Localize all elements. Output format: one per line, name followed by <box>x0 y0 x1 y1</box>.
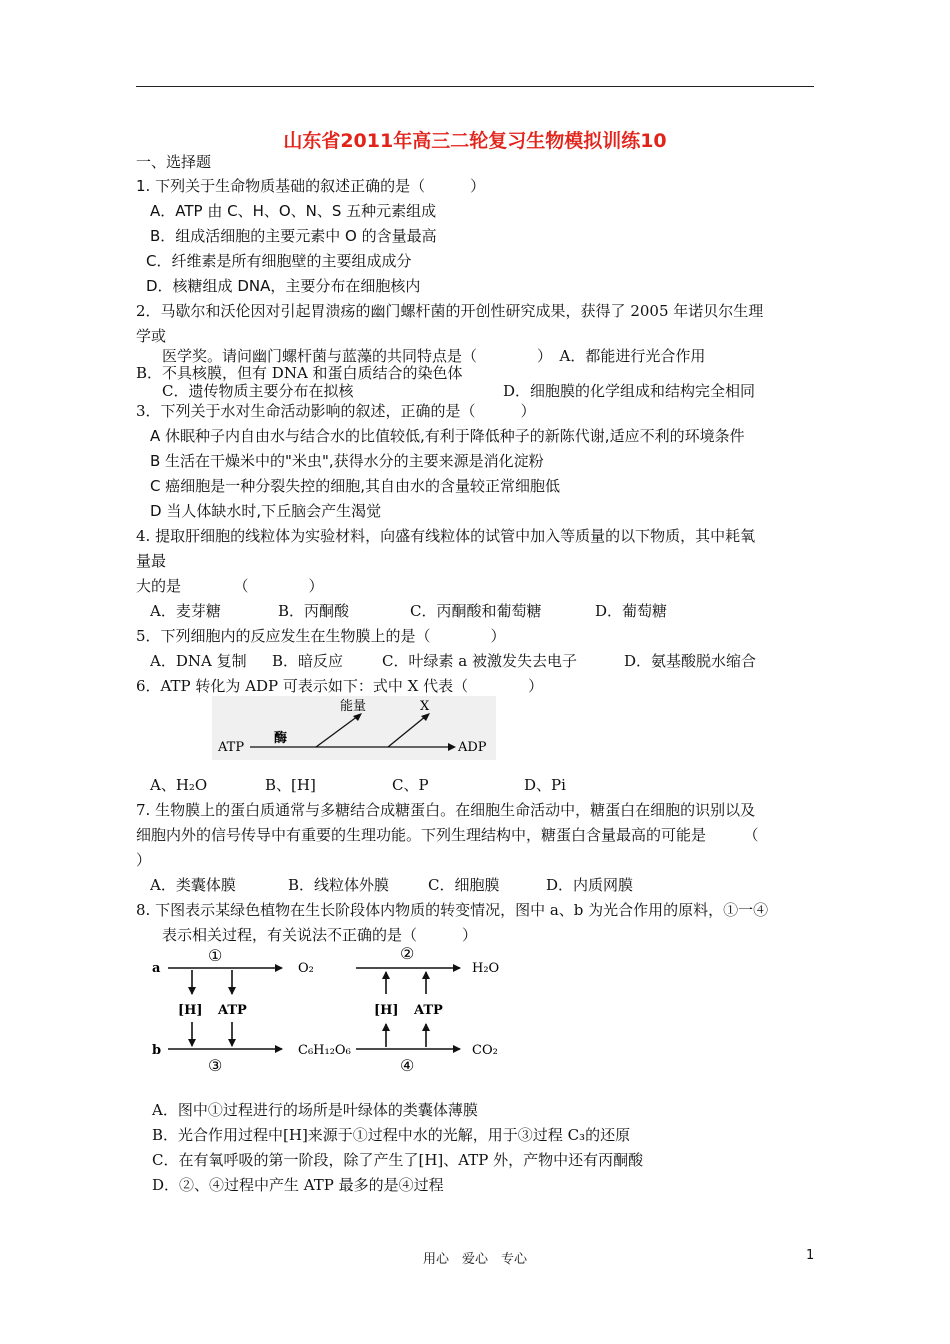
q1-stem: 1. 下列关于生命物质基础的叙述正确的是（ ） <box>136 177 486 195</box>
page-footer: 用心 爱心 专心 <box>422 1252 527 1267</box>
diagram-energy-label: 能量 <box>340 699 367 714</box>
q3-stem: 3．下列关于水对生命活动影响的叙述，正确的是（ ） <box>136 402 536 420</box>
q4-option-d: D．葡萄糖 <box>595 602 668 620</box>
label-co2: CO₂ <box>472 1043 498 1058</box>
q5-stem: 5．下列细胞内的反应发生在生物膜上的是（ ） <box>136 627 506 645</box>
q5-option-b: B．暗反应 <box>272 652 344 670</box>
q1-option-c: C．纤维素是所有细胞壁的主要组成成分 <box>146 252 412 270</box>
q8-option-b: B．光合作用过程中[H]来源于①过程中水的光解，用于③过程 C₃的还原 <box>152 1126 631 1144</box>
q6-option-a: A、H₂O <box>150 776 208 794</box>
label-h-left: [H] <box>178 1003 203 1018</box>
q6-option-c: C、P <box>392 776 429 794</box>
q7-stem-line2: 细胞内外的信号传导中有重要的生理功能。下列生理结构中，糖蛋白含量最高的可能是 （ <box>136 826 759 844</box>
q8-stem-line2: 表示相关过程，有关说法不正确的是（ ） <box>162 926 478 944</box>
q7-option-b: B．线粒体外膜 <box>288 876 390 894</box>
q4-option-c: C．丙酮酸和葡萄糖 <box>410 602 542 620</box>
label-process-2: ② <box>400 944 415 963</box>
q6-option-d: D、Pi <box>524 776 566 794</box>
label-process-4: ④ <box>400 1056 415 1075</box>
q4-option-a: A．麦芽糖 <box>150 602 221 620</box>
diagram-enzyme-label: 酶 <box>274 731 288 746</box>
q7-option-a: A．类囊体膜 <box>150 876 236 894</box>
label-a: a <box>152 961 161 976</box>
page-title: 山东省2011年高三二轮复习生物模拟训练10 <box>283 130 667 152</box>
label-process-1: ① <box>208 946 223 965</box>
q6-stem: 6．ATP 转化为 ADP 可表示如下：式中 X 代表（ ） <box>136 677 544 695</box>
q2-stem-line1: 2．马歇尔和沃伦因对引起胃溃疡的幽门螺杆菌的开创性研究成果，获得了 2005 年诺贝尔生理 <box>136 302 764 320</box>
q2-option-b: B．不具核膜，但有 DNA 和蛋白质结合的染色体 <box>136 364 463 382</box>
q3-option-d: D 当人体缺水时,下丘脑会产生渴觉 <box>150 502 382 520</box>
q2-option-c: C．遗传物质主要分布在拟核 <box>162 382 354 400</box>
q1-option-b: B．组成活细胞的主要元素中 O 的含量最高 <box>150 227 437 245</box>
q1-option-d: D．核糖组成 DNA，主要分布在细胞核内 <box>146 277 421 295</box>
q2-option-d: D．细胞膜的化学组成和结构完全相同 <box>503 382 756 400</box>
q3-option-c: C 癌细胞是一种分裂失控的细胞,其自由水的含量较正常细胞低 <box>150 477 561 495</box>
q4-option-b: B．丙酮酸 <box>278 602 350 620</box>
label-atp-left: ATP <box>218 1003 247 1018</box>
label-b: b <box>152 1043 162 1058</box>
q5-option-a: A．DNA 复制 <box>150 652 247 670</box>
atp-adp-diagram <box>212 696 496 760</box>
label-atp-right: ATP <box>414 1003 443 1018</box>
q4-stem-line3: 大的是 （ ） <box>136 577 324 595</box>
label-o2: O₂ <box>298 961 314 976</box>
q6-option-b: B、[H] <box>265 776 316 794</box>
page-number: 1 <box>806 1248 815 1263</box>
q8-option-c: C．在有氧呼吸的第一阶段，除了产生了[H]、ATP 外，产物中还有丙酮酸 <box>152 1151 644 1169</box>
q7-stem-line1: 7. 生物膜上的蛋白质通常与多糖结合成糖蛋白。在细胞生命活动中，糖蛋白在细胞的识别以及 <box>136 801 756 819</box>
section-heading: 一、选择题 <box>136 153 212 171</box>
q2-stem-line3: 医学奖。请问幽门螺杆菌与蓝藻的共同特点是（ ） A．都能进行光合作用 <box>162 347 706 365</box>
q3-option-b: B 生活在干燥米中的"米虫",获得水分的主要来源是消化淀粉 <box>150 452 544 470</box>
label-h-right: [H] <box>374 1003 399 1018</box>
q8-option-a: A．图中①过程进行的场所是叶绿体的类囊体薄膜 <box>152 1101 478 1119</box>
q2-stem-line2: 学或 <box>136 327 167 345</box>
q4-stem-line1: 4. 提取肝细胞的线粒体为实验材料，向盛有线粒体的试管中加入等质量的以下物质，其中耗氧 <box>136 527 756 545</box>
q7-option-d: D．内质网膜 <box>546 876 634 894</box>
q7-option-c: C．细胞膜 <box>428 876 500 894</box>
q3-option-a: A 休眠种子内自由水与结合水的比值较低,有利于降低种子的新陈代谢,适应不利的环境条件 <box>150 427 745 445</box>
q1-option-a: A．ATP 由 C、H、O、N、S 五种元素组成 <box>150 202 437 220</box>
q5-option-d: D．氨基酸脱水缩合 <box>624 652 757 670</box>
q8-stem-line1: 8. 下图表示某绿色植物在生长阶段体内物质的转变情况，图中 a、b 为光合作用的原料，①一④ <box>136 901 769 919</box>
label-glucose: C₆H₁₂O₆ <box>298 1043 351 1058</box>
label-h2o: H₂O <box>472 961 500 976</box>
diagram-adp-label: ADP <box>458 740 487 755</box>
header-rule <box>136 86 814 87</box>
q4-stem-line2: 量最 <box>136 552 167 570</box>
photosynthesis-respiration-diagram <box>146 944 526 1094</box>
diagram-atp-label: ATP <box>218 740 245 755</box>
q8-option-d: D．②、④过程中产生 ATP 最多的是④过程 <box>152 1176 444 1194</box>
q5-option-c: C．叶绿素 a 被激发失去电子 <box>382 652 577 670</box>
q7-stem-line3: ） <box>136 851 152 869</box>
diagram-x-label: X <box>420 699 430 714</box>
label-process-3: ③ <box>208 1056 223 1075</box>
